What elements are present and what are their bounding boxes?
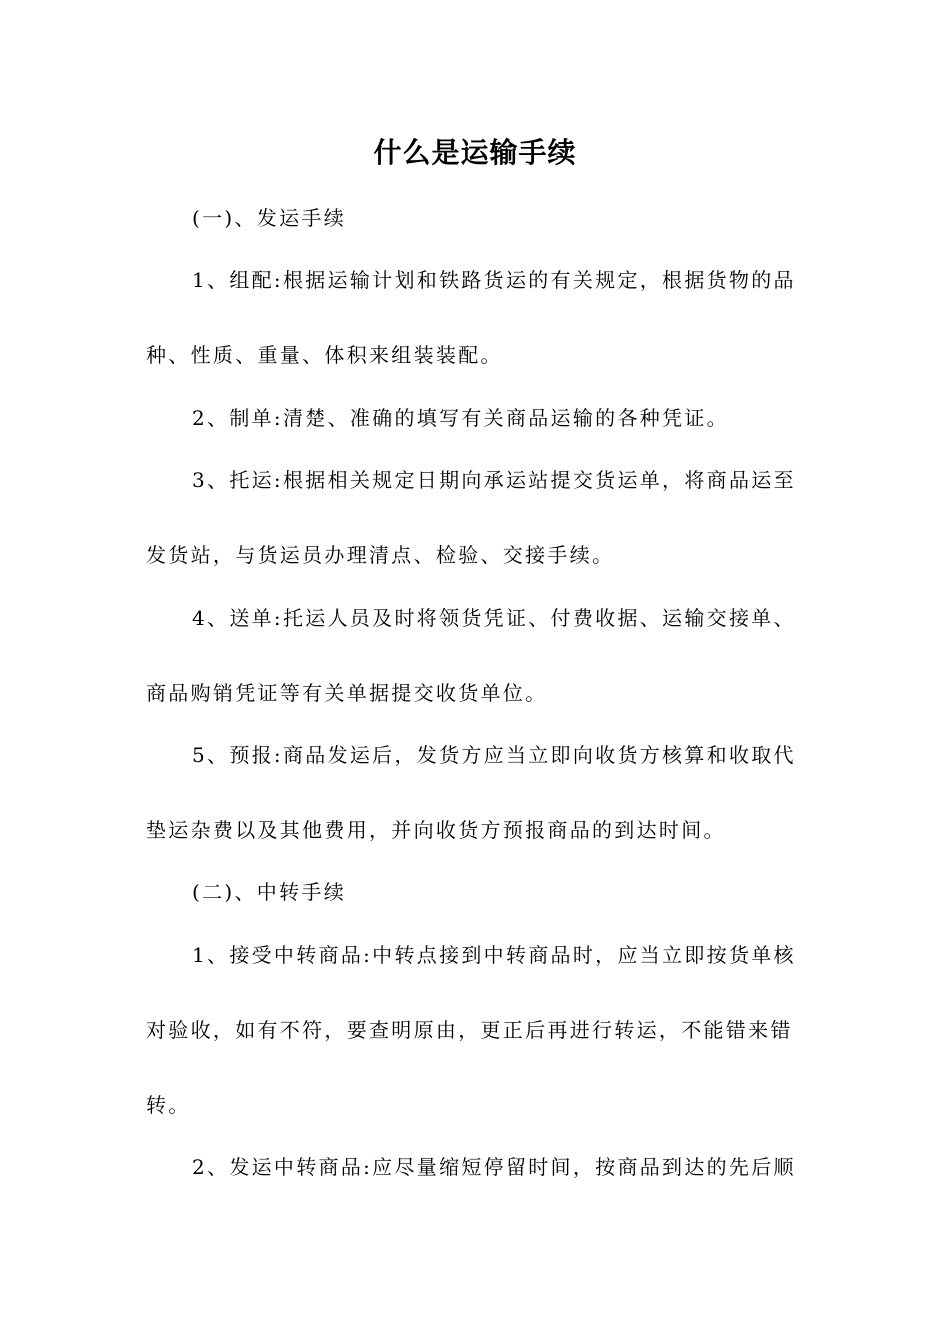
paragraph-line: 4、送单:托运人员及时将领货凭证、付费收据、运输交接单、 <box>192 606 796 630</box>
section-heading-transfer: (二)、中转手续 <box>192 880 347 904</box>
paragraph-line: 商品购销凭证等有关单据提交收货单位。 <box>146 681 548 705</box>
paragraph-line: 垫运杂费以及其他费用，并向收货方预报商品的到达时间。 <box>146 818 726 842</box>
paragraph-line: 2、制单:清楚、准确的填写有关商品运输的各种凭证。 <box>192 406 729 430</box>
document-title: 什么是运输手续 <box>373 136 577 169</box>
paragraph-line: 3、托运:根据相关规定日期向承运站提交货运单，将商品运至 <box>192 468 796 492</box>
paragraph-line: 发货站，与货运员办理清点、检验、交接手续。 <box>146 543 615 567</box>
paragraph-line: 1、组配:根据运输计划和铁路货运的有关规定，根据货物的品 <box>192 268 796 292</box>
paragraph-line: 2、发运中转商品:应尽量缩短停留时间，按商品到达的先后顺 <box>192 1155 796 1179</box>
paragraph-line: 转。 <box>146 1093 191 1117</box>
paragraph-line: 种、性质、重量、体积来组装装配。 <box>146 343 503 367</box>
paragraph-line: 5、预报:商品发运后，发货方应当立即向收货方核算和收取代 <box>192 743 796 767</box>
paragraph-line: 1、接受中转商品:中转点接到中转商品时，应当立即按货单核 <box>192 943 796 967</box>
section-heading-dispatch: (一)、发运手续 <box>192 206 347 230</box>
paragraph-line: 对验收，如有不符，要查明原由，更正后再进行转运，不能错来错 <box>146 1018 793 1042</box>
